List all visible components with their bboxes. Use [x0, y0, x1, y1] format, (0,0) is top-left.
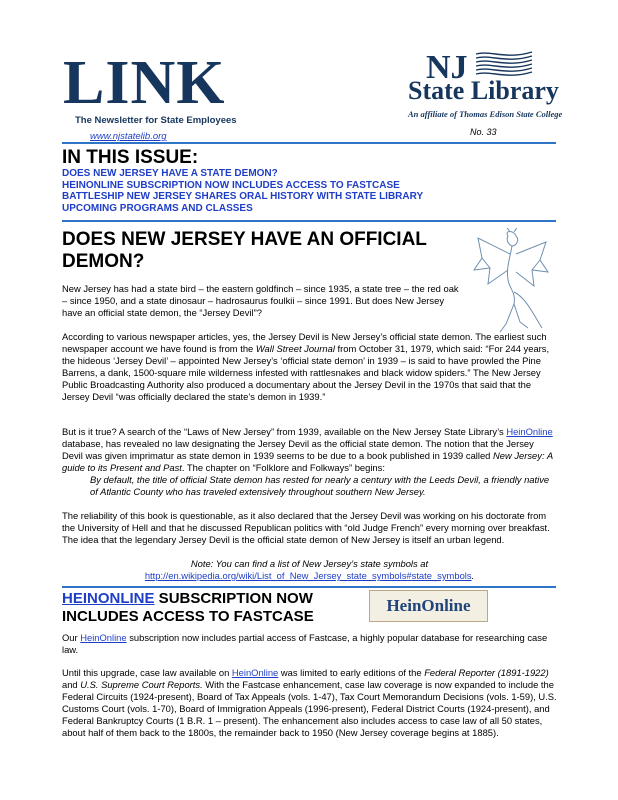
- issue-number: No. 33: [470, 127, 497, 137]
- article1-quote: By default, the title of official State demon has rested for nearly a century with the Leeds Devil, a friendly native of Atlantic County who has traveled extensively throughout southern New Jersey.: [90, 474, 550, 497]
- website-link[interactable]: www.njstatelib.org: [90, 131, 167, 142]
- toc-item-4[interactable]: UPCOMING PROGRAMS AND CLASSES: [62, 202, 253, 214]
- p3-text-b: database, has revealed no law designating the Jersey Devil as the official state demon. The notion that the Jersey Devil was given imprimatur as state demon in 1939 seems to be due to a book published in 1939 called: [62, 437, 534, 461]
- note-text: Note: You can find a list of New Jersey’s state symbols at: [190, 558, 429, 569]
- a2p2-text-d: With the Fastcase enhancement, case law coverage is now expanded to include the Federal Circuits (1924-present), Board of Tax Appeals (vols. 1-47), Tax Court Memorandum Decisions (vols. 1-59), U.S. Customs Court (vols. 1-70), Board of Immigration Appeals (1996-present), Federal District Courts (1924-present), and Federal Bankruptcy Courts (1 B.R. 1 – present). The enhancement also includes access to case law of all 50 states, about half of them back to the 1800s, the remainder back to 1950 (New Jersey coverage begins at 1885).: [62, 678, 557, 738]
- toc-item-2[interactable]: HEINONLINE SUBSCRIPTION NOW INCLUDES ACCESS TO FASTCASE: [62, 179, 400, 191]
- article1-title: DOES NEW JERSEY HAVE AN OFFICIAL DEMON?: [62, 229, 427, 272]
- article1-paragraph-3: [62, 426, 557, 474]
- article1-note: [62, 558, 557, 582]
- p2-text-b: from October 31, 1979, which said: “For 244 years, the hideous ‘Jersey Devil’ – appointed New Jersey’s ‘official state demon’ in 1939 – is said to have prowled the Pine Barrens, a dank, 1500-square mile wilderness infested with rattlesnakes and black widow spiders.” The New Jersey Public Broadcasting Authority also produced a documentary about the Jersey Devil in the 1970s that said that the Jersey Devil “was officially declared the state’s demon in 1939.”: [62, 342, 550, 402]
- book-title: New Jersey: A guide to its Present and Past: [62, 449, 553, 473]
- heinonline-link-1[interactable]: HeinOnline: [506, 426, 553, 437]
- in-this-issue-heading: IN THIS ISSUE:: [62, 147, 199, 168]
- note-end: .: [471, 569, 475, 581]
- supreme-court-reports-title: U.S. Supreme Court Reports.: [80, 678, 203, 690]
- federal-reporter-title: Federal Reporter (1891-1922): [424, 667, 549, 678]
- divider-top: [62, 142, 556, 144]
- article2-title-rest: SUBSCRIPTION NOW INCLUDES ACCESS TO FASTCASE: [62, 590, 314, 625]
- p3-text-c: . The chapter on “Folklore and Folkways” begins:: [181, 461, 385, 473]
- jersey-devil-illustration-icon: [470, 228, 550, 338]
- heinonline-logo: HeinOnline: [369, 590, 488, 622]
- article1-paragraph-2: [62, 331, 557, 402]
- flag-stripes-icon: [476, 52, 532, 75]
- article1-paragraph-4: The reliability of this book is questionable, as it also declared that the Jersey Devil was working on his doctorate from the University of Hell and that he discussed Republican politics with “old Judge French” every morning over breakfast. The idea that the legendary Jersey Devil is the official state demon of New Jersey is itself an urban legend.: [62, 510, 550, 545]
- article1-paragraph-1: New Jersey has had a state bird – the eastern goldfinch – since 1935, a state tree – the red oak – since 1950, and a state dinosaur – hadrosaurus foulkii – since 1991. But does New Jersey have an official state demon, the “Jersey Devil”?: [62, 283, 459, 318]
- divider-middle: [62, 220, 556, 222]
- state-library-wordmark: State Library: [408, 76, 559, 105]
- article2-paragraph-1: [62, 632, 557, 656]
- article2-title: [62, 590, 362, 626]
- a2p2-text-a: Until this upgrade, case law available on: [62, 667, 232, 678]
- a2p2-text-c: and: [62, 678, 81, 690]
- toc-item-1[interactable]: DOES NEW JERSEY HAVE A STATE DEMON?: [62, 168, 278, 179]
- heinonline-link-2[interactable]: HeinOnline: [80, 632, 127, 643]
- toc-item-3[interactable]: BATTLESHIP NEW JERSEY SHARES ORAL HISTORY WITH STATE LIBRARY: [62, 191, 424, 202]
- heinonline-link-3[interactable]: HeinOnline: [231, 667, 279, 678]
- link-logo: LINK: [63, 49, 226, 117]
- wsj-title: Wall Street Journal: [255, 342, 335, 354]
- state-symbols-link[interactable]: http://en.wikipedia.org/wiki/List_of_New_Jersey_state_symbols#state_symbols: [144, 569, 472, 581]
- nj-letters: NJ: [426, 49, 468, 86]
- divider-bottom: [62, 586, 556, 588]
- a2p2-text-b: was limited to early editions of the: [278, 667, 425, 678]
- a2p1-text-a: Our: [62, 632, 81, 643]
- p2-text-a: According to various newspaper articles, yes, the Jersey Devil is New Jersey’s official state demon. The earliest such newspaper account we have found is from the: [62, 331, 547, 354]
- article2-paragraph-2: [62, 667, 557, 738]
- heinonline-title-link[interactable]: HEINONLINE: [62, 590, 155, 607]
- a2p1-text-b: subscription now includes partial access of Fastcase, a highly popular database for researching case law.: [62, 632, 548, 655]
- in-this-issue-list: [62, 168, 423, 214]
- p3-text-a: But is it true? A search of the “Laws of New Jersey” from 1939, available on the New Jersey State Library’s: [62, 426, 507, 437]
- newsletter-subtitle: The Newsletter for State Employees: [75, 115, 237, 126]
- affiliate-text: An affiliate of Thomas Edison State College: [408, 109, 563, 119]
